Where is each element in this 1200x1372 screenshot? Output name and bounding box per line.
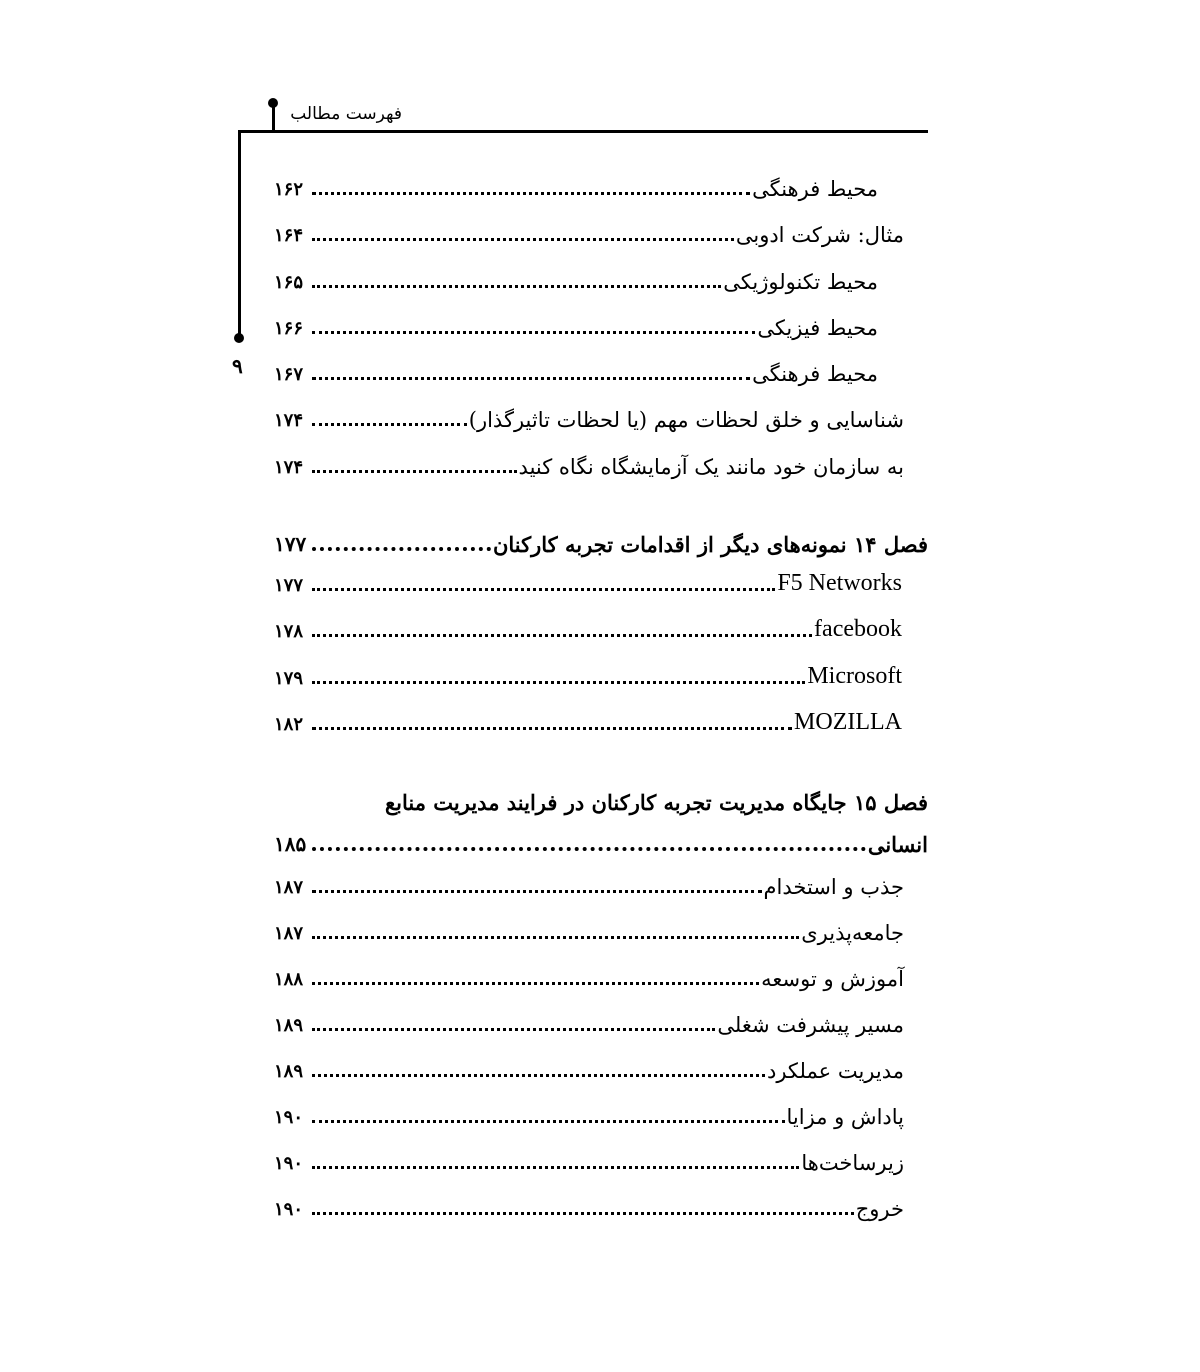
dot-leader: [312, 1212, 854, 1215]
toc-page-number: ۱۷۹: [274, 668, 304, 689]
toc-entry-label: F5 Networks: [777, 570, 902, 596]
dot-leader: [312, 423, 467, 426]
dot-leader: [312, 331, 755, 334]
toc-entry: [274, 309, 878, 343]
toc-page-number: ۱۸۵: [274, 832, 307, 856]
toc-page-number: ۱۸۷: [274, 877, 304, 898]
toc-page-number: ۱۶۶: [274, 318, 304, 339]
toc-page-number: ۱۷۷: [274, 575, 304, 596]
toc-entry: [274, 1144, 904, 1178]
toc-entry-label: خروج: [855, 1197, 904, 1221]
toc-page-number: ۱۷۴: [274, 457, 304, 478]
dot-leader: [312, 847, 866, 851]
toc-entry-label: آموزش و توسعه: [761, 967, 904, 991]
dot-leader: [312, 1074, 765, 1077]
dot-leader: [312, 1166, 799, 1169]
dot-leader: [312, 681, 805, 684]
toc-page-number: ۱۹۰: [274, 1199, 304, 1220]
toc-entry: [274, 914, 904, 948]
toc-page-number: ۱۶۴: [274, 225, 304, 246]
toc-page-number: ۱۸۸: [274, 969, 304, 990]
toc-page-number: ۱۶۷: [274, 364, 304, 385]
dot-leader: [312, 727, 792, 730]
toc-entry: [274, 566, 902, 600]
dot-leader: [312, 936, 799, 939]
toc-entry: [274, 659, 902, 693]
dot-leader: [312, 547, 491, 551]
toc-page-number: ۱۷۷: [274, 532, 307, 556]
dot-leader: [312, 1028, 715, 1031]
chapter-15-title: فصل ۱۵ جایگاه مدیریت تجربه کارکنان در فرایند مدیریت منابع: [384, 790, 928, 815]
dot-leader: [312, 982, 759, 985]
toc-entry: [274, 1190, 904, 1224]
toc-entry-label: محیط فرهنگی: [752, 362, 878, 386]
side-rule-knob: [234, 333, 244, 343]
toc-entry-label: محیط فیزیکی: [757, 316, 878, 340]
toc-page-number: ۱۹۰: [274, 1153, 304, 1174]
toc-page-number: ۱۸۲: [274, 714, 304, 735]
dot-leader: [312, 890, 762, 893]
toc-page-number: ۱۷۸: [274, 621, 304, 642]
toc-entry: [274, 1052, 904, 1086]
header-rule-tick: [272, 104, 275, 132]
header-rule: [238, 130, 928, 133]
toc-page-number: ۱۶۲: [274, 179, 304, 200]
page-number: ۹: [232, 354, 243, 378]
dot-leader: [312, 377, 750, 380]
toc-entry: [274, 170, 878, 204]
toc-entry-label: Microsoft: [807, 663, 902, 689]
toc-entry: [274, 401, 904, 435]
dot-leader: [312, 285, 721, 288]
dot-leader: [312, 192, 750, 195]
toc-entry: [274, 448, 904, 482]
toc-entry-label: facebook: [814, 616, 902, 642]
toc-entry-label: پاداش و مزایا: [786, 1105, 904, 1129]
toc-entry-label: محیط تکنولوژیکی: [723, 270, 878, 294]
toc-entry: [274, 355, 878, 389]
chapter-15-heading: [274, 826, 928, 860]
toc-page-number: ۱۸۹: [274, 1015, 304, 1036]
toc-entry-label: جذب و استخدام: [763, 875, 904, 899]
chapter-title-continued: انسانی: [867, 832, 928, 857]
toc-entry: [274, 960, 904, 994]
toc-entry-label: مسیر پیشرفت شغلی: [717, 1013, 904, 1037]
toc-page-number: ۱۸۹: [274, 1061, 304, 1082]
running-header-title: فهرست مطالب: [290, 104, 402, 124]
toc-page-number: ۱۹۰: [274, 1107, 304, 1128]
dot-leader: [312, 470, 517, 473]
toc-entry-label: محیط فرهنگی: [752, 177, 878, 201]
dot-leader: [312, 634, 812, 637]
toc-entry: [274, 263, 878, 297]
toc-entry-label: شناسایی و خلق لحظات مهم (یا لحظات تاثیرگذار): [468, 408, 904, 432]
dot-leader: [312, 238, 734, 241]
toc-entry: [274, 1098, 904, 1132]
toc-entry-label: مدیریت عملکرد: [766, 1059, 904, 1083]
toc-entry: [274, 1006, 904, 1040]
chapter-title: فصل ۱۴ نمونه‌های دیگر از اقدامات تجربه کارکنان: [492, 532, 928, 557]
toc-entry-label: زیرساخت‌ها: [801, 1151, 904, 1175]
toc-entry: [274, 868, 904, 902]
side-rule: [238, 130, 241, 338]
toc-page-number: ۱۶۵: [274, 272, 304, 293]
toc-page-number: ۱۷۴: [274, 410, 304, 431]
toc-entry-label: MOZILLA: [794, 709, 902, 735]
toc-entry-label: به سازمان خود مانند یک آزمایشگاه نگاه کنید: [518, 455, 904, 479]
toc-entry: [274, 216, 904, 250]
dot-leader: [312, 588, 775, 591]
chapter-14-heading: [274, 526, 928, 560]
toc-entry-label: مثال: شرکت ادوبی: [735, 223, 904, 247]
toc-entry: [274, 612, 902, 646]
toc-page-number: ۱۸۷: [274, 923, 304, 944]
toc-entry: [274, 705, 902, 739]
dot-leader: [312, 1120, 785, 1123]
toc-entry-label: جامعه‌پذیری: [801, 921, 904, 945]
